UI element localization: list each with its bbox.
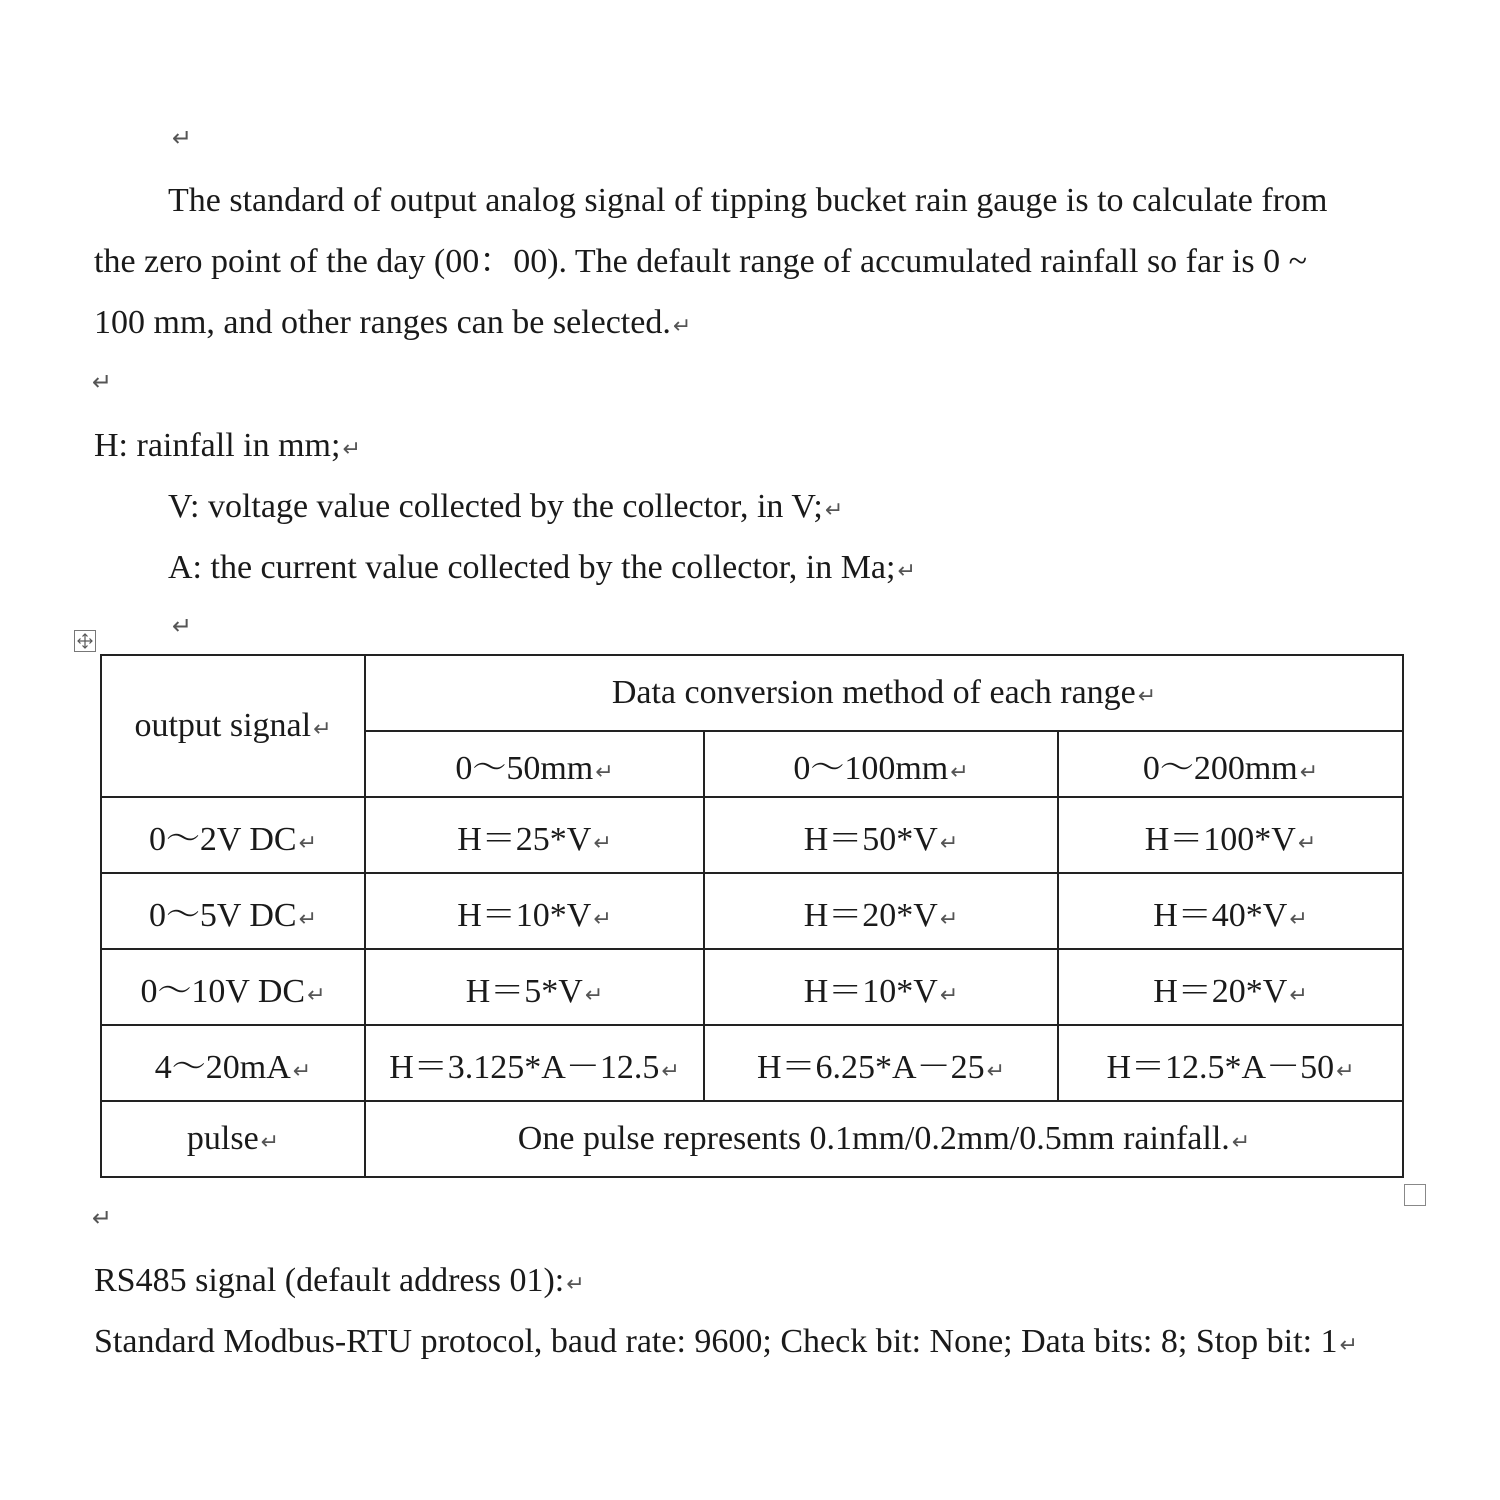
rs485-protocol-text: Standard Modbus-RTU protocol, baud rate: 9600; Check bit: None; Data bits: 8; Stop bit: 1 [94, 1323, 1338, 1360]
definition-h [94, 426, 361, 470]
cell-mark: ↵ [260, 1130, 280, 1155]
formula-cell: H＝10*V↵ [365, 873, 704, 949]
paragraph-mark: ↵ [1339, 1333, 1358, 1358]
formula-cell: H＝6.25*A－25↵ [704, 1025, 1058, 1101]
paragraph-mark: ↵ [824, 498, 844, 523]
table-row [101, 873, 1403, 949]
formula-cell: H＝10*V↵ [704, 949, 1058, 1025]
formula-cell: H＝3.125*A－12.5↵ [365, 1025, 704, 1101]
cell-mark: ↵ [661, 1058, 680, 1084]
table-row [101, 949, 1403, 1025]
move-arrows-icon [75, 631, 95, 651]
intro-line-2 [94, 242, 1307, 282]
cell-mark: ↵ [1299, 759, 1319, 785]
range-header-200mm: 0～200mm↵ [1058, 731, 1403, 797]
cell-mark: ↵ [939, 982, 959, 1008]
pulse-note-cell: One pulse represents 0.1mm/0.2mm/0.5mm rainfall.↵ [365, 1101, 1403, 1177]
definition-v [168, 487, 843, 531]
paragraph-mark: ↵ [172, 124, 193, 152]
formula-cell: H＝50*V↵ [704, 797, 1058, 873]
table-row [101, 1025, 1403, 1101]
intro-text-1: The standard of output analog signal of tipping bucket rain gauge is to calculate from [168, 182, 1328, 219]
definition-a [168, 548, 916, 592]
table-row [101, 1101, 1403, 1177]
intro-line-3 [94, 303, 691, 347]
formula-cell: H＝100*V↵ [1058, 797, 1403, 873]
formula-cell: H＝20*V↵ [1058, 949, 1403, 1025]
paragraph-mark: ↵ [92, 368, 113, 396]
paragraph-mark: ↵ [172, 612, 193, 640]
paragraph-mark: ↵ [342, 437, 361, 462]
range-header-100mm: 0～100mm↵ [704, 731, 1058, 797]
formula-cell: H＝40*V↵ [1058, 873, 1403, 949]
cell-mark: ↵ [298, 906, 318, 932]
cell-mark: ↵ [939, 830, 959, 856]
formula-cell: H＝5*V↵ [365, 949, 704, 1025]
rs485-title [94, 1261, 585, 1305]
cell-mark: ↵ [584, 982, 604, 1008]
rs485-title-text: RS485 signal (default address 01): [94, 1262, 565, 1299]
intro-text-3: 100 mm, and other ranges can be selected. [94, 304, 671, 341]
paragraph-mark: ↵ [92, 1204, 113, 1232]
header-data-conversion: Data conversion method of each range↵ [365, 655, 1403, 731]
cell-mark: ↵ [307, 982, 326, 1008]
rs485-protocol [94, 1322, 1358, 1366]
cell-mark: ↵ [1289, 982, 1308, 1008]
definition-a-text: A: the current value collected by the collector, in Ma; [168, 549, 896, 586]
signal-cell: 4～20mA↵ [101, 1025, 365, 1101]
table-header-row [101, 655, 1403, 731]
paragraph-mark: ↵ [897, 559, 916, 584]
cell-mark: ↵ [950, 759, 969, 785]
data-conversion-table [100, 654, 1404, 1178]
formula-cell: H＝25*V↵ [365, 797, 704, 873]
cell-mark: ↵ [313, 717, 332, 742]
cell-mark: ↵ [986, 1058, 1006, 1084]
table-move-handle[interactable] [74, 630, 96, 652]
cell-mark: ↵ [1336, 1058, 1355, 1084]
table-resize-handle[interactable] [1404, 1184, 1426, 1206]
header-output-signal: output signal↵ [101, 655, 365, 797]
cell-mark: ↵ [298, 830, 318, 856]
paragraph-mark: ↵ [566, 1272, 585, 1297]
cell-mark: ↵ [292, 1058, 312, 1084]
definition-v-text: V: voltage value collected by the collector, in V; [168, 488, 823, 525]
cell-mark: ↵ [1231, 1130, 1251, 1155]
cell-mark: ↵ [1297, 830, 1317, 856]
intro-line-1 [168, 181, 1327, 221]
formula-cell: H＝20*V↵ [704, 873, 1058, 949]
signal-cell: 0～10V DC↵ [101, 949, 365, 1025]
signal-cell: pulse↵ [101, 1101, 365, 1177]
paragraph-mark: ↵ [672, 314, 692, 339]
table-row [101, 797, 1403, 873]
range-header-50mm: 0～50mm↵ [365, 731, 704, 797]
cell-mark: ↵ [593, 830, 612, 856]
signal-cell: 0～2V DC↵ [101, 797, 365, 873]
cell-mark: ↵ [939, 906, 959, 932]
definition-h-text: H: rainfall in mm; [94, 427, 341, 464]
cell-mark: ↵ [593, 906, 612, 932]
signal-cell: 0～5V DC↵ [101, 873, 365, 949]
formula-cell: H＝12.5*A－50↵ [1058, 1025, 1403, 1101]
intro-text-2: the zero point of the day (00：00). The default range of accumulated rainfall so far is 0 ~ [94, 243, 1307, 280]
cell-mark: ↵ [1289, 906, 1308, 932]
cell-mark: ↵ [1137, 684, 1157, 709]
cell-mark: ↵ [595, 759, 614, 785]
